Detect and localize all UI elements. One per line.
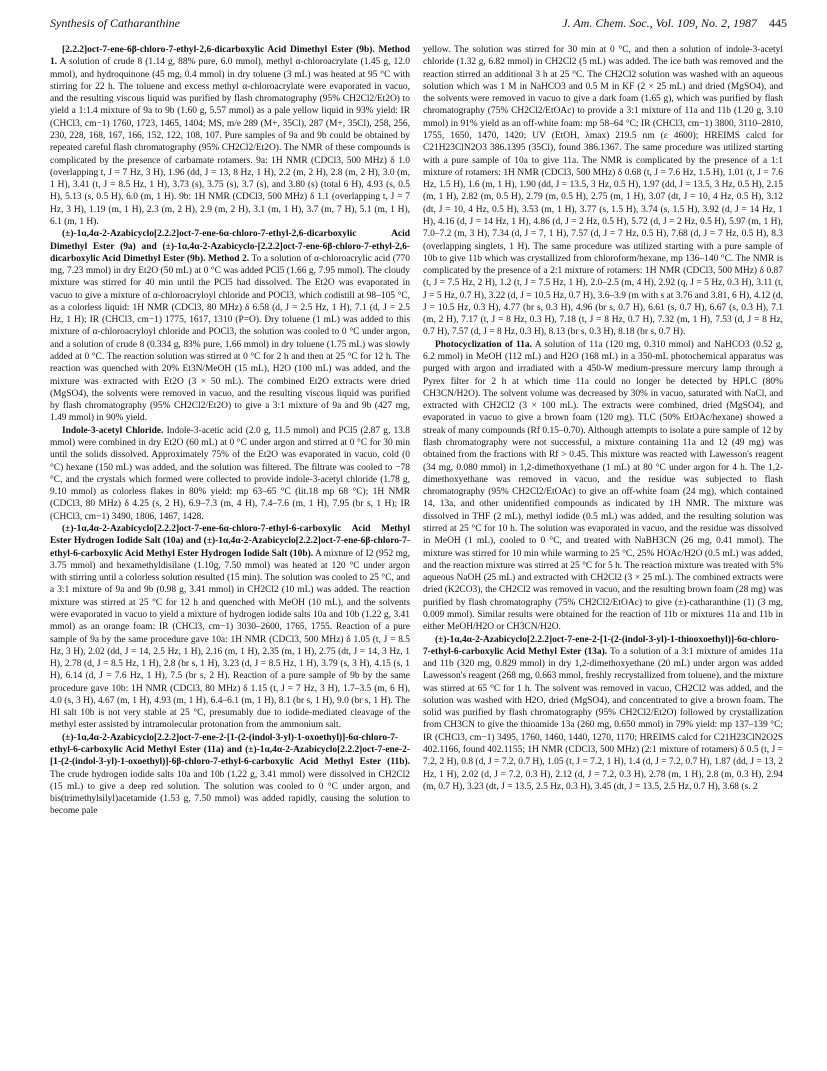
paragraph [50, 523, 410, 732]
page-number: 445 [769, 16, 787, 30]
paragraph [50, 425, 410, 523]
paragraph [423, 339, 783, 634]
paragraph-body: Indole-3-acetic acid (2.0 g, 11.5 mmol) and PCl5 (2.87 g, 13.8 mmol) were combined in dry Et2O (60 mL) at 0 °C under argon and stirred at 0 °C for 30 min until the solids dissolved. Approximately 75% of the Et2O was evaporated in vacuo, cold (0 °C) hexane (150 mL) was added, and the solution was filtered. The filtrate was cooled to −78 °C, and the crystals which formed were collected to provide indole-3-acetyl chloride (1.78 g, 9.10 mmol) as colorless flakes in 80% yield: mp 63–65 °C (lit.18 mp 68 °C); 1H NMR (CDCl3, 80 MHz) δ 4.25 (s, 2 H), 6.9–7.3 (m, 4 H), 7.4–7.6 (m, 1 H), 7.95 (br s, 1 H); IR (CHCl3, cm−1) 3490, 1806, 1467, 1428. [50, 425, 410, 522]
running-title: Synthesis of Catharanthine [50, 16, 180, 30]
paragraph-body: The crude hydrogen iodide salts 10a and 10b (1.22 g, 3.41 mmol) were dissolved in CH2Cl2 (15 mL) to give a deep red solution. The solution was cooled to 0 °C under argon, and bis(trimethylsilyl)acetamide (1.53 g, 7.50 mmol) was added rapidly, causing the solution to become pale [50, 769, 410, 817]
paragraph [423, 44, 783, 339]
paragraph-body: yellow. The solution was stirred for 30 min at 0 °C, and then a solution of indole-3-acetyl chloride (1.32 g, 6.82 mmol) in CH2Cl2 (5 mL) was added. The ice bath was removed and the reaction stirred an additional 3 h at 25 °C. The CH2Cl2 solution was washed with an aqueous solution which was 1 M in NaHCO3 and 0.5 M in KF (2 × 25 mL) and dried (MgSO4), and the solvents were removed in vacuo to give a dark foam (1.65 g), which was purified by flash chromatography (75% CH2Cl2/EtOAc) to provide a 3:1 mixture of 11a and 11b (1.20 g, 3.10 mmol) in 91% yield as an off-white foam: mp 58–64 °C; IR (CHCl3, cm−1) 3800, 3110–2810, 1755, 1650, 1470, 1420; UV (EtOH, λmax) 219.5 nm (ε 4600); HREIMS calcd for C21H23ClN2O3 386.1395 (35Cl), found 386.1367. The same procedure was utilized starting with a pure sample of 10a to give 11a. The NMR is complicated by the presence of a 1:1 mixture of rotamers: 1H NMR (CDCl3, 500 MHz) δ 0.68 (t, J = 7.6 Hz, 1.5 H), 1.01 (t, J = 7.6 Hz, 1.5 H), 1.6 (m, 1 H), 1.90 (dd, J = 13.5, 3 Hz, 0.5 H), 1.97 (dd, J = 13.5, 3 Hz, 0.5 H), 2.15 (m, 1 H), 2.82 (m, 0.5 H), 2.79 (m, 0.5 H), 2.75 (m, 1 H), 3.07 (dt, J = 10, 4 Hz, 0.5 H), 3.12 (dt, J = 10, 4 Hz, 0.5 H), 3.53 (m, 1 H), 3.77 (s, 1.5 H), 3.74 (s, 1.5 H), 3.92 (d, J = 14 Hz, 1 H), 4.16 (d, J = 14 Hz, 1 H), 4.86 (d, J = 2 Hz, 0.5 H), 5.72 (d, J = 2 Hz, 0.5 H), 5.97 (m, 1 H), 7.0–7.2 (m, 3 H), 7.34 (d, J = 7, 1 H), 7.57 (d, J = 7 Hz, 0.5 H), 7.68 (d, J = 7 Hz, 0.5 H), 8.3 (overlapping singlets, 1 H). The same procedure was utilized starting with a pure sample of 10b to give 11b which was crystallized from chloroform/hexane, mp 136–140 °C. The NMR is complicated by the presence of a 2:1 mixture of rotamers: 1H NMR (CDCl3, 500 MHz) δ 0.87 (t, J = 7.5 Hz, 2 H), 1.2 (t, J = 7.5 Hz, 1 H), 2.0–2.5 (m, 4 H), 2.92 (q, J = 5 Hz, 0.3 H), 3.11 (t, J = 5 Hz, 0.7 H), 3.22 (d, J = 10.5 Hz, 0.7 H), 3.6–3.9 (m with s at 3.76 and 3.81, 6 H), 4.12 (d, J = 10.5 Hz, 0.3 H), 4.77 (br s, 0.3 H), 4.96 (br s, 0.7 H), 6.61 (s, 0.7 H), 6.67 (s, 0.3 H), 7.1 (m, 2 H), 7.17 (t, J = 8 Hz, 0.3 H), 7.18 (t, J = 8 Hz, 0.7 H), 7.32 (m, 1 H), 7.53 (d, J = 8 Hz, 0.7 H), 7.57 (d, J = 8 Hz, 0.3 H), 8.13 (br s, 0.3 H), 8.18 (br s, 0.7 H). [423, 45, 783, 338]
paragraph-heading: Indole-3-acetyl Chloride. [62, 425, 164, 436]
paragraph-heading: (±)-1α,4α-2-Azabicyclo[2.2.2]oct-7-ene-2-[1-(2-(indol-3-yl)-1-oxoethyl)]-6α-chloro-7-ethyl-6-carboxylic Acid Methyl Ester (11a) and (±)-1α,4α-2-Azabicyclo[2.2.2]oct-7-ene-2-[1-(2-(indol-3-yl)-1-oxoethyl)]-6β-chloro-7-ethyl-6-carboxylic Acid Methyl Ester (11b). [50, 732, 410, 768]
paragraph-heading: (±)-1α,4α-2-Azabicyclo[2.2.2]oct-7-ene-6α-chloro-7-ethyl-6-carboxylic Acid Methyl Ester Hydrogen Iodide Salt (10a) and (±)-1α,4α-2-Azabicyclo[2.2.2]oct-7-ene-6β-chloro-7-ethyl-6-carboxylic Acid Methyl Ester Hydrogen Iodide Salt (10b). [50, 523, 410, 559]
paragraph-heading: Photocyclization of 11a. [435, 339, 533, 350]
page-header [50, 16, 787, 34]
left-column [50, 44, 410, 1056]
paragraph [50, 44, 410, 228]
paragraph [50, 228, 410, 425]
paragraph [50, 732, 410, 818]
journal-name: J. Am. Chem. Soc., Vol. 109, No. 2, 1987 [562, 16, 757, 30]
paragraph-body: To a solution of α-chloroacrylic acid (770 mg, 7.23 mmol) in dry Et2O (50 mL) at 0 °C was added PCl5 (1.66 g, 7.95 mmol). The cloudy mixture was stirred for 40 min until the PCl5 had dissolved. The Et2O was evaporated in vacuo to give a mixture of α-chloroacryloyl chloride and POCl3, which codistill at 98–105 °C, as a colorless liquid: 1H NMR (CDCl3, 80 MHz) δ 6.58 (d, J = 2.5 Hz, 1 H), 7.1 (d, J = 2.5 Hz, 1 H); IR (CHCl3, cm−1) 1775, 1617, 1310 (P=O). Dry toluene (1 mL) was added to this mixture of α-chloroacryloyl chloride and POCl3, the solution was cooled to 0 °C under argon, and a solution of crude 8 (0.334 g, 83% pure, 1.66 mmol) in dry toluene (1.75 mL) was slowly added at 0 °C. The reaction solution was stirred at 0 °C for 2 h and then at 25 °C for 12 h. The reaction was quenched with 20% Et3N/MeOH (15 mL), H2O (100 mL) was added, and the mixture was extracted with Et2O (3 × 50 mL). The combined Et2O extracts were dried (MgSO4), the solvents were removed in vacuo, and the resulting viscous liquid was purified by flash chromatography (95% CH2Cl2/Et2O) to give a 3:1 mixture of 9a and 9b (427 mg, 1.49 mmol) in 90% yield. [50, 253, 410, 424]
paragraph-heading: [2.2.2]oct-7-ene-6β-chloro-7-ethyl-2,6-dicarboxylic Acid Dimethyl Ester (9b). Method 1. [50, 45, 410, 68]
right-column [423, 44, 783, 1056]
paragraph-heading: (±)-1α,4α-2-Azabicyclo[2.2.2]oct-7-ene-6α-chloro-7-ethyl-2,6-dicarboxylic Acid Dimethyl Ester (9a) and (±)-1α,4α-2-Azabicyclo-[2.2.2]oct-7-ene-6β-chloro-7-ethyl-2,6-dicarboxylic Acid Dimethyl Ester (9b). Method 2. [50, 229, 410, 264]
paragraph-body: A solution of crude 8 (1.14 g, 88% pure, 6.0 mmol), methyl α-chloroacrylate (1.45 g, 12.0 mmol), and hydroquinone (45 mg, 0.4 mmol) in dry toluene (3 mL) was heated at 95 °C with stirring for 22 h. The toluene and excess methyl α-chloroacrylate were evaporated in vacuo, and the resulting viscous liquid was purified by flash chromatography (95% CH2Cl2/Et2O) to yield a 1:1.4 mixture of 9a to 9b (1.60 g, 5.57 mmol) as a pale yellow liquid in 93% yield: IR (CHCl3, cm−1) 1760, 1723, 1465, 1404; MS, m/e 289 (M+, 35Cl), 287 (M+, 35Cl), 258, 256, 230, 228, 168, 167, 166, 152, 122, 108, 107. Pure samples of 9a and 9b could be obtained by repeated careful flash chromatography (95% CH2Cl2/Et2O). The NMR of these compounds is complicated by the presence of carbamate rotamers. 9a: 1H NMR (CDCl3, 500 MHz) δ 1.0 (overlapping t, J = 7 Hz, 3 H), 1.96 (dd, J = 13, 8 Hz, 1 H), 2.2 (m, 2 H), 2.8 (m, 2 H), 3.0 (m, 1 H), 3.41 (t, J = 8.5 Hz, 1 H), 3.73 (s), 3.75 (s), 3.7 (s), and 3.80 (s) (total 6 H), 4.93 (s, 0.5 H), 5.13 (s, 0.5 H), 6.0 (m, 1 H). 9b: 1H NMR (CDCl3, 500 MHz) δ 1.1 (overlapping t, J = 7 Hz, 3 H), 1.19 (m, 1 H), 2.3 (m, 2 H), 2.9 (m, 2 H), 3.1 (m, 1 H), 3.7 (m, 7 H), 5.1 (m, 1 H), 6.1 (m, 1 H). [50, 57, 410, 227]
paragraph [423, 634, 783, 794]
paragraph-body: To a solution of a 3:1 mixture of amides 11a and 11b (320 mg, 0.829 mmol) in dry 1,2-dimethoxyethane (20 mL) under argon was added Lawesson's reagent (268 mg, 0.663 mmol, freshly recrystallized from toluene), and the mixture was stirred at 65 °C for 1 h. The solvent was removed in vacuo, CH2Cl2 was added, and the solution was washed with H2O, dried (MgSO4), and concentrated to give a brown foam. The solid was purified by flash chromatography (95% CH2Cl2/Et2O) followed by crystallization from CH3CN to give the thioamide 13a (260 mg, 0.650 mmol) in 79% yield: mp 137–139 °C; IR (CHCl3, cm−1) 3495, 1760, 1460, 1440, 1270, 1170; HREIMS calcd for C21H23ClN2O2S 402.1166, found 402.1155; 1H NMR (CDCl3, 500 MHz) (2:1 mixture of rotamers) δ 0.5 (t, J = 7.2, 2 H), 0.8 (d, J = 7.2, 0.7 H), 1.05 (t, J = 7.2, 1 H), 1.4 (d, J = 7.2, 0.7 H), 1.87 (dd, J = 13, 2 Hz, 1 H), 2.02 (d, J = 7.2, 0.3 H), 2.12 (d, J = 7.2, 0.3 H), 2.78 (m, 1 H), 2.8 (m, 0.3 H), 2.94 (m, 0.7 H), 3.23 (dt, J = 13.5, 2.5 Hz, 0.3 H), 3.45 (dt, J = 13.5, 2.5 Hz, 0.7 H), 3.68 (s. 2 [423, 646, 783, 792]
paragraph-heading: (±)-1α,4α-2-Azabicyclo[2.2.2]oct-7-ene-2-[1-(2-(indol-3-yl)-1-thiooxoethyl)]-6α-chloro-7-ethyl-6-carboxylic Acid Methyl Ester (13a). [423, 634, 779, 657]
paragraph-body: A mixture of I2 (952 mg, 3.75 mmol) and hexamethyldisilane (1.10g, 7.50 mmol) was heated at 120 °C under argon with stirring until a colorless solution resulted (15 min). The solution was cooled to 25 °C, and a 3:1 mixture of 9a and 9b (0.98 g, 3.41 mmol) in CH2Cl2 (10 mL) was added. The reaction mixture was stirred at 25 °C for 12 h and quenched with MeOH (10 mL), and the solvents were evaporated in vacuo to yield a mixture of hydrogen iodide salts 10a and 10b (1.22 g, 3.41 mmol) as an orange foam: IR (CHCl3, cm−1) 3030–2600, 1765, 1755. Reaction of a pure sample of 9a by the same procedure gave 10a: 1H NMR (CDCl3, 500 MHz) δ 1.05 (t, J = 8.5 Hz, 3 H), 2.02 (dd, J = 14, 2.5 Hz, 1 H), 2.16 (m, 1 H), 2.35 (m, 1 H), 2.75 (dt, J = 14, 3 Hz, 1 H), 2.78 (d, J = 8.5 Hz, 1 H), 2.8 (br s, 1 H), 3.23 (d, J = 8.5 Hz, 1 H), 3.79 (s, 3 H), 4.15 (s, 1 H), 6.14 (d, J = 7.6 Hz, 1 H), 7.5 (br s, 2 H). Reaction of a pure sample of 9b by the same procedure gave 10b: 1H NMR (CDCl3, 80 MHz) δ 1.15 (t, J = 7 Hz, 3 H), 1.7–3.5 (m, 6 H), 4.0 (s, 3 H), 4.67 (m, 1 H), 4.93 (m, 1 H), 6.4–6.1 (m, 1 H), 8.1 (br s, 1 H), 9.0 (br s, 1 H). The HI salt 10b is not very stable at 25 °C, presumably due to iodide-mediated cleavage of the methyl ester assisted by intramolecular protonation from the ammonium salt. [50, 548, 410, 731]
paragraph-body: A solution of 11a (120 mg, 0.310 mmol) and NaHCO3 (0.52 g, 6.2 mmol) in MeOH (112 mL) and H2O (168 mL) in a 350-mL photochemical apparatus was purged with argon and irradiated with a 450-W medium-pressure mercury lamp through a Pyrex filter for 2 h at which time 11a could no longer be detected by HPLC (80% CH3CN/H2O). The solvent volume was decreased by 30% in vacuo, saturated with NaCl, and extracted with CH2Cl2 (3 × 100 mL). The extracts were combined, dried (MgSO4), and evaporated in vacuo to give a brown foam (120 mg). TLC (50% EtOAc/hexane) showed a streak of many compounds (Rf 0.15–0.70). Although attempts to isolate a pure sample of 12 by flash chromatography were not successful, a mixture containing 11a and 12 (49 mg) was obtained from the fractions with Rf > 0.45. This mixture was reacted with Lawesson's reagent (34 mg, 0.080 mmol) in 1,2-dimethoxyethane (1 mL) at 80 °C under argon for 4 h. The 1,2-dimethoxyethane was removed in vacuo, and the residue was subjected to flash chromatography (95% CH2Cl2/EtOAc) to give an off-white foam (24 mg), which contained 14, 13a, and other unidentified compounds as indicated by 1H NMR. The mixture was dissolved in THF (2 mL), methyl iodide (0.5 mL) was added, and the resulting solution was stirred at 25 °C for 10 h. The solution was evaporated in vacuo, and the residue was dissolved in MeOH (1 mL), cooled to 0 °C, and treated with NaBH3CN (26 mg, 0.41 mmol). The mixture was stirred for 10 min while warming to 25 °C, 25% HOAc/H2O (0.5 mL) was added, and the reaction mixture was stirred at 25 °C for 5 h. The reaction mixture was treated with 5% aqueous NaOH (25 mL) and extracted with CH2Cl2 (3 × 25 mL). The combined extracts were dried (K2CO3), the CH2Cl2 was removed in vacuo, and the resulting brown foam (28 mg) was purified by flash chromatography (75% CH2Cl2/EtOAc) to give (±)-catharanthine (1) (3 mg, 0.009 mmol). Similar results were obtained for the reaction of 11b or mixtures 11a and 11b in either MeOH/H2O or CH3CN/H2O. [423, 339, 783, 633]
journal-citation [562, 16, 787, 31]
